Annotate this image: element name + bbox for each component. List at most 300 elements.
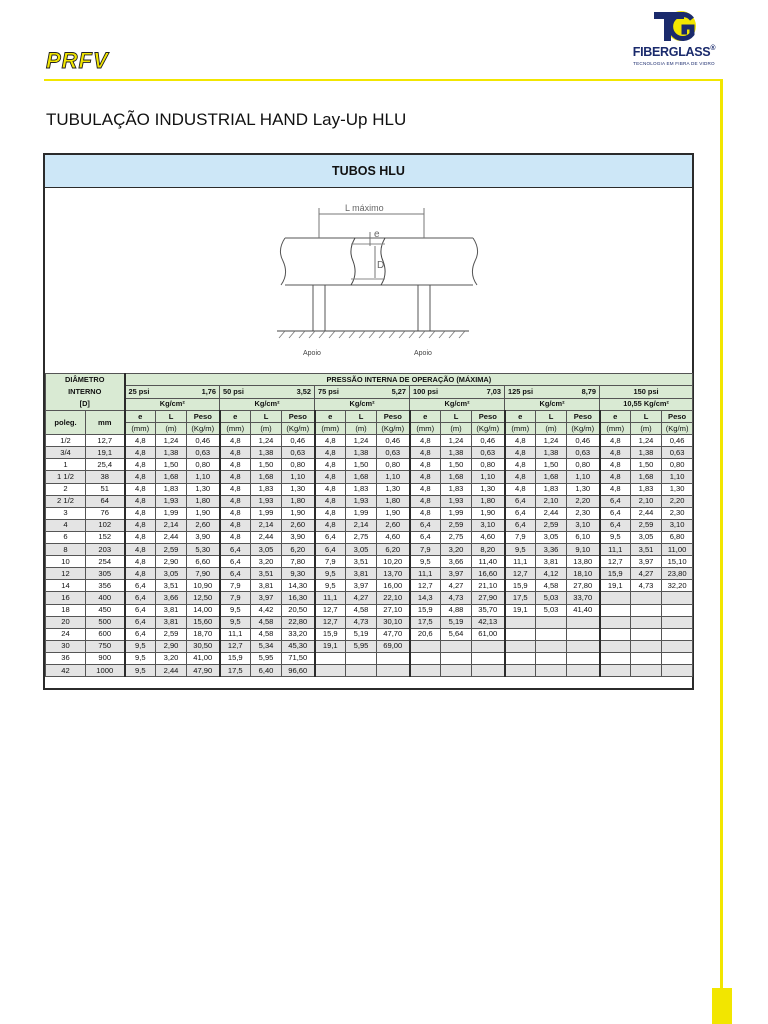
table-cell: 1,38 [631, 447, 662, 459]
table-cell: 1,93 [346, 495, 377, 507]
table-row [46, 556, 693, 568]
table-cell: 3,10 [472, 519, 505, 531]
table-cell [377, 652, 410, 664]
sub-label: L [156, 411, 187, 423]
table-cell: 7,9 [220, 580, 251, 592]
table-cell: 3,51 [631, 544, 662, 556]
brand-name: FIBERGLASS® [632, 45, 716, 59]
table-cell [600, 652, 631, 664]
table-cell: 20,6 [410, 628, 441, 640]
table-cell: 2,60 [187, 519, 220, 531]
sub-unit: (m) [156, 423, 187, 435]
table-cell [346, 652, 377, 664]
table-cell: 1,10 [662, 471, 693, 483]
table-cell: 9,5 [125, 652, 156, 664]
table-cell: 1,30 [472, 483, 505, 495]
pressure-unit-4: Kg/cm² [505, 398, 600, 410]
table-cell: 9,30 [282, 568, 315, 580]
table-cell: 3,81 [156, 616, 187, 628]
table-cell: 0,46 [472, 435, 505, 447]
thickness-label: e [374, 229, 380, 240]
table-cell [505, 640, 536, 652]
table-cell: 4,8 [220, 483, 251, 495]
pressure-unit-1: Kg/cm² [220, 398, 315, 410]
table-cell: 2,60 [282, 519, 315, 531]
table-cell: 7,9 [220, 592, 251, 604]
table-cell: 3,10 [567, 519, 600, 531]
table-cell [315, 664, 346, 676]
table-cell: 1,10 [472, 471, 505, 483]
table-row [46, 459, 693, 471]
table-cell: 3,51 [156, 580, 187, 592]
table-cell: 9,5 [315, 568, 346, 580]
table-cell: 1,30 [377, 483, 410, 495]
table-cell: 1,30 [187, 483, 220, 495]
table-cell: 15,9 [505, 580, 536, 592]
pressure-unit-5: 10,55 Kg/cm² [600, 398, 693, 410]
table-cell: 2,44 [156, 664, 187, 676]
table-cell [567, 616, 600, 628]
table-cell: 14 [46, 580, 86, 592]
table-cell: 6,40 [251, 664, 282, 676]
sub-unit: (mm) [410, 423, 441, 435]
table-cell: 7,80 [282, 556, 315, 568]
table-cell: 33,20 [282, 628, 315, 640]
table-cell: 19,1 [315, 640, 346, 652]
table-cell: 4,8 [505, 471, 536, 483]
table-cell: 254 [86, 556, 125, 568]
table-cell: 0,80 [662, 459, 693, 471]
table-cell: 4,8 [220, 507, 251, 519]
table-cell: 1,93 [441, 495, 472, 507]
table-cell: 1,99 [346, 507, 377, 519]
table-cell: 0,63 [282, 447, 315, 459]
table-cell: 1,80 [377, 495, 410, 507]
table-cell: 19,1 [600, 580, 631, 592]
sheet-title: TUBOS HLU [45, 155, 692, 188]
table-cell: 9,5 [220, 616, 251, 628]
table-cell: 1,10 [187, 471, 220, 483]
table-cell [600, 664, 631, 676]
table-cell: 11,40 [472, 556, 505, 568]
table-cell: 2,20 [662, 495, 693, 507]
table-cell: 750 [86, 640, 125, 652]
table-cell [315, 652, 346, 664]
table-cell: 9,5 [125, 664, 156, 676]
table-cell: 5,19 [346, 628, 377, 640]
table-cell: 17,5 [410, 616, 441, 628]
frame-corner-tab [712, 988, 732, 1024]
table-row [46, 628, 693, 640]
sub-label: e [410, 411, 441, 423]
table-cell: 6,60 [187, 556, 220, 568]
table-cell: 3,20 [251, 556, 282, 568]
table-cell: 4,58 [536, 580, 567, 592]
sub-label: Peso [662, 411, 693, 423]
table-cell: 3,66 [156, 592, 187, 604]
table-cell [536, 616, 567, 628]
table-cell: 8,20 [472, 544, 505, 556]
table-cell: 0,80 [472, 459, 505, 471]
table-cell [662, 604, 693, 616]
table-cell: 4,8 [125, 531, 156, 543]
table-cell: 9,5 [600, 531, 631, 543]
table-cell: 1,38 [156, 447, 187, 459]
table-cell: 1,10 [377, 471, 410, 483]
pipe-support-diagram [45, 188, 692, 373]
table-cell: 2,44 [631, 507, 662, 519]
table-cell [377, 664, 410, 676]
table-row [46, 447, 693, 459]
table-cell: 4,8 [125, 459, 156, 471]
spec-sheet [43, 153, 694, 690]
table-cell: 1,68 [346, 471, 377, 483]
table-cell: 4,12 [536, 568, 567, 580]
table-cell: 14,3 [410, 592, 441, 604]
table-cell: 6,10 [567, 531, 600, 543]
table-cell: 11,00 [662, 544, 693, 556]
table-cell: 6,4 [125, 580, 156, 592]
sub-unit: (Kg/m) [662, 423, 693, 435]
sub-label: e [315, 411, 346, 423]
table-cell: 6,4 [220, 544, 251, 556]
table-cell: 3,81 [251, 580, 282, 592]
table-cell: 4,8 [410, 495, 441, 507]
table-cell [631, 628, 662, 640]
table-cell: 36 [46, 652, 86, 664]
table-cell: 24 [46, 628, 86, 640]
sub-unit: (Kg/m) [187, 423, 220, 435]
table-cell [441, 652, 472, 664]
table-cell: 1,24 [251, 435, 282, 447]
table-cell: 16,30 [282, 592, 315, 604]
table-cell: 45,30 [282, 640, 315, 652]
table-cell: 0,80 [377, 459, 410, 471]
table-cell: 21,10 [472, 580, 505, 592]
table-cell: 18,10 [567, 568, 600, 580]
table-cell: 1,38 [536, 447, 567, 459]
table-cell: 38 [86, 471, 125, 483]
sub-unit: (mm) [600, 423, 631, 435]
table-cell: 1 1/2 [46, 471, 86, 483]
table-cell: 4,8 [125, 447, 156, 459]
table-cell: 1,90 [282, 507, 315, 519]
sub-label: Peso [282, 411, 315, 423]
pressure-psi-2: 75 psi 5,27 [315, 386, 410, 398]
table-cell: 4,8 [600, 483, 631, 495]
table-cell: 0,46 [377, 435, 410, 447]
table-cell: 600 [86, 628, 125, 640]
table-row [46, 507, 693, 519]
table-cell: 71,50 [282, 652, 315, 664]
table-cell: 19,1 [505, 604, 536, 616]
table-cell: 10,90 [187, 580, 220, 592]
table-cell: 2,59 [441, 519, 472, 531]
pressure-psi-0: 25 psi 1,76 [125, 386, 220, 398]
table-cell [505, 652, 536, 664]
table-cell [631, 664, 662, 676]
table-cell: 1,68 [441, 471, 472, 483]
table-cell: 1,80 [187, 495, 220, 507]
table-cell: 6,4 [600, 519, 631, 531]
header-row-psi [46, 386, 693, 398]
table-cell: 2,14 [251, 519, 282, 531]
table-cell: 76 [86, 507, 125, 519]
sub-label: L [536, 411, 567, 423]
table-cell: 4,8 [505, 447, 536, 459]
table-row [46, 519, 693, 531]
table-cell: 4,8 [220, 459, 251, 471]
table-cell: 12,7 [505, 568, 536, 580]
table-cell: 12,7 [600, 556, 631, 568]
table-cell: 3,66 [441, 556, 472, 568]
table-cell: 1,24 [536, 435, 567, 447]
table-cell: 42,13 [472, 616, 505, 628]
table-cell: 1,50 [536, 459, 567, 471]
table-cell: 1,50 [346, 459, 377, 471]
sub-label: Peso [567, 411, 600, 423]
table-cell: 35,70 [472, 604, 505, 616]
table-cell: 5,64 [441, 628, 472, 640]
table-cell: 96,60 [282, 664, 315, 676]
sub-label: L [346, 411, 377, 423]
table-cell: 1,83 [346, 483, 377, 495]
sub-unit: (mm) [220, 423, 251, 435]
document-title: TUBULAÇÃO INDUSTRIAL HAND Lay-Up HLU [46, 110, 407, 129]
table-cell: 2,20 [567, 495, 600, 507]
table-cell: 2,14 [156, 519, 187, 531]
table-cell: 27,90 [472, 592, 505, 604]
table-cell: 12,50 [187, 592, 220, 604]
table-cell: 5,95 [346, 640, 377, 652]
table-cell: 4,8 [125, 556, 156, 568]
table-cell: 5,95 [251, 652, 282, 664]
table-cell: 500 [86, 616, 125, 628]
table-cell: 1,38 [251, 447, 282, 459]
table-cell: 4,8 [125, 544, 156, 556]
table-cell: 6,4 [505, 519, 536, 531]
table-row [46, 640, 693, 652]
table-row [46, 568, 693, 580]
header-row-labels [46, 411, 693, 423]
table-cell: 2,30 [567, 507, 600, 519]
table-cell: 9,10 [567, 544, 600, 556]
table-cell [631, 640, 662, 652]
table-cell: 4,8 [220, 471, 251, 483]
table-cell: 3,97 [251, 592, 282, 604]
table-cell: 4,88 [441, 604, 472, 616]
table-cell [472, 664, 505, 676]
sub-label: e [505, 411, 536, 423]
table-cell: 4,8 [315, 507, 346, 519]
support-left-label: Apoio [303, 350, 321, 357]
table-cell: 6,4 [600, 507, 631, 519]
table-cell: 4,27 [631, 568, 662, 580]
table-cell: 16 [46, 592, 86, 604]
table-cell: 9,5 [410, 556, 441, 568]
table-cell: 6,4 [125, 592, 156, 604]
table-cell: 2,14 [346, 519, 377, 531]
table-cell: 4,8 [315, 435, 346, 447]
table-cell [536, 628, 567, 640]
sub-unit: (m) [536, 423, 567, 435]
table-cell: 2,44 [156, 531, 187, 543]
table-cell: 4,27 [346, 592, 377, 604]
table-cell: 1,83 [441, 483, 472, 495]
table-cell: 4,8 [125, 507, 156, 519]
table-cell: 1,90 [377, 507, 410, 519]
table-cell: 22,80 [282, 616, 315, 628]
table-cell: 4,8 [220, 495, 251, 507]
table-cell: 9,5 [315, 580, 346, 592]
table-cell: 1/2 [46, 435, 86, 447]
table-cell: 47,70 [377, 628, 410, 640]
table-cell: 3,05 [251, 544, 282, 556]
table-cell: 6,20 [377, 544, 410, 556]
table-cell: 6,4 [410, 531, 441, 543]
table-cell [662, 592, 693, 604]
section-tag: PRFV [46, 48, 109, 73]
table-cell: 4,42 [251, 604, 282, 616]
frame-top-line [44, 79, 722, 81]
table-cell: 17,5 [220, 664, 251, 676]
table-cell: 30,10 [377, 616, 410, 628]
table-row [46, 664, 693, 676]
table-cell: 1,30 [282, 483, 315, 495]
table-cell: 3,05 [536, 531, 567, 543]
table-cell: 4,60 [472, 531, 505, 543]
table-row [46, 544, 693, 556]
table-cell: 16,60 [472, 568, 505, 580]
table-cell: 1,10 [567, 471, 600, 483]
table-cell: 4,8 [220, 531, 251, 543]
pressure-unit-2: Kg/cm² [315, 398, 410, 410]
table-cell: 1,83 [251, 483, 282, 495]
table-cell: 4,8 [600, 459, 631, 471]
col-poleg: poleg. [46, 411, 86, 435]
table-cell [472, 640, 505, 652]
table-cell: 3/4 [46, 447, 86, 459]
table-cell [662, 616, 693, 628]
table-cell: 305 [86, 568, 125, 580]
table-cell: 2,60 [377, 519, 410, 531]
table-cell: 16,00 [377, 580, 410, 592]
table-cell: 5,03 [536, 604, 567, 616]
table-cell: 6,4 [125, 604, 156, 616]
table-cell: 4,60 [377, 531, 410, 543]
sub-unit: (mm) [315, 423, 346, 435]
table-cell: 0,63 [377, 447, 410, 459]
table-cell: 2,44 [536, 507, 567, 519]
table-cell [567, 664, 600, 676]
diameter-header: DIÂMETRO INTERNO [D] [46, 374, 125, 411]
table-cell [505, 664, 536, 676]
table-cell: 0,80 [567, 459, 600, 471]
table-cell [662, 664, 693, 676]
table-cell: 4,8 [125, 471, 156, 483]
table-cell: 15,9 [220, 652, 251, 664]
table-cell: 11,1 [220, 628, 251, 640]
table-cell: 4,8 [125, 519, 156, 531]
table-cell: 6,4 [505, 507, 536, 519]
table-cell: 0,63 [567, 447, 600, 459]
pressure-psi-3: 100 psi 7,03 [410, 386, 505, 398]
table-cell: 3,10 [662, 519, 693, 531]
table-cell: 4,8 [220, 519, 251, 531]
table-cell: 30 [46, 640, 86, 652]
table-cell: 3,97 [441, 568, 472, 580]
table-cell: 1,24 [441, 435, 472, 447]
table-cell: 12,7 [315, 616, 346, 628]
col-mm: mm [86, 411, 125, 435]
table-cell: 1,50 [156, 459, 187, 471]
table-cell: 15,9 [315, 628, 346, 640]
table-body [46, 374, 693, 677]
table-cell: 2,44 [251, 531, 282, 543]
sub-unit: (m) [251, 423, 282, 435]
table-cell: 1000 [86, 664, 125, 676]
table-cell: 1,90 [472, 507, 505, 519]
table-cell: 4,8 [220, 435, 251, 447]
table-cell: 1,50 [631, 459, 662, 471]
table-cell: 2,90 [156, 640, 187, 652]
table-cell: 4,8 [600, 471, 631, 483]
table-cell [600, 628, 631, 640]
table-cell: 13,70 [377, 568, 410, 580]
table-cell: 64 [86, 495, 125, 507]
table-cell [472, 652, 505, 664]
table-cell: 1,10 [282, 471, 315, 483]
table-cell: 3,81 [346, 568, 377, 580]
table-cell: 17,5 [505, 592, 536, 604]
length-label: L máximo [345, 203, 384, 213]
table-cell: 2,59 [156, 628, 187, 640]
table-cell: 4,8 [600, 435, 631, 447]
table-cell: 7,9 [315, 556, 346, 568]
table-cell [505, 628, 536, 640]
brand-logo [622, 8, 726, 72]
table-cell: 0,46 [662, 435, 693, 447]
table-cell: 1,38 [441, 447, 472, 459]
sub-label: Peso [472, 411, 505, 423]
support-right-label: Apoio [414, 350, 432, 357]
header-row-units [46, 398, 693, 410]
table-cell: 0,46 [567, 435, 600, 447]
table-cell: 6,4 [600, 495, 631, 507]
table-cell: 4,8 [505, 483, 536, 495]
header-row-1 [46, 374, 693, 386]
table-cell: 1,83 [156, 483, 187, 495]
table-cell: 1,68 [251, 471, 282, 483]
table-cell: 1,30 [567, 483, 600, 495]
table-cell [600, 640, 631, 652]
table-cell: 0,80 [282, 459, 315, 471]
table-cell: 6,4 [220, 556, 251, 568]
table-cell: 1,30 [662, 483, 693, 495]
table-cell: 6,4 [410, 519, 441, 531]
sub-unit: (Kg/m) [377, 423, 410, 435]
table-cell: 6,80 [662, 531, 693, 543]
table-cell: 6,4 [220, 568, 251, 580]
table-cell [631, 652, 662, 664]
table-cell: 2,10 [631, 495, 662, 507]
table-cell: 47,90 [187, 664, 220, 676]
table-cell: 152 [86, 531, 125, 543]
table-cell: 4,8 [600, 447, 631, 459]
table-cell: 10 [46, 556, 86, 568]
table-cell [662, 652, 693, 664]
table-cell: 900 [86, 652, 125, 664]
